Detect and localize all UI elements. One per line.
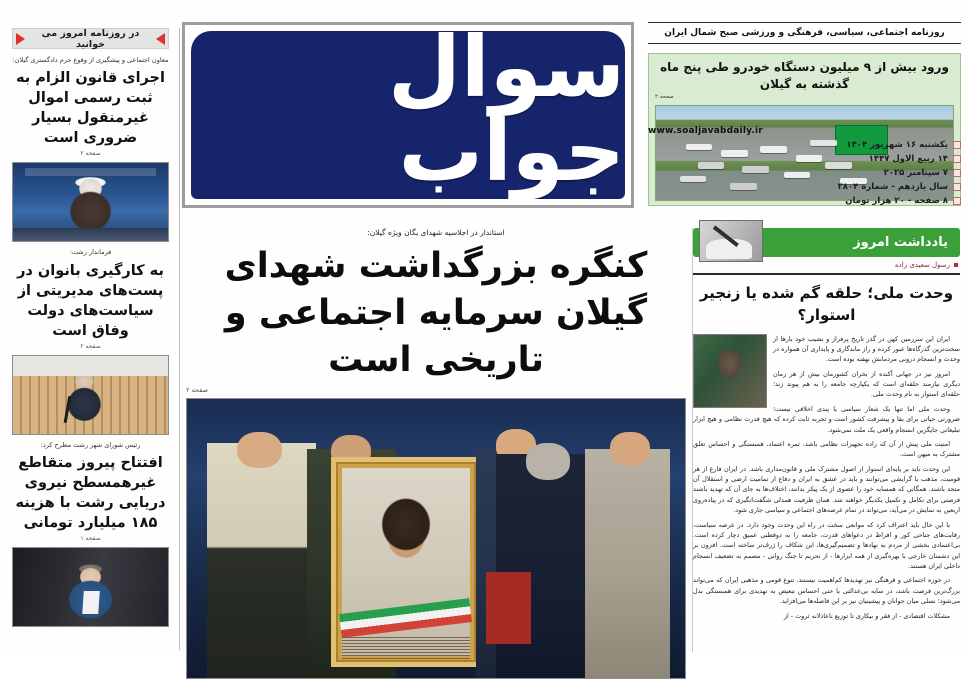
sidebar-story-2-kicker: فرماندار رشت: xyxy=(69,248,112,257)
microphone-icon xyxy=(63,396,71,423)
meta-pages-price: ۸ صفحه - ۲۰ هزار تومان xyxy=(845,196,948,206)
newspaper-logo-plate xyxy=(182,22,634,208)
photo-head-grey-jacket xyxy=(610,432,650,465)
red-folder-icon xyxy=(486,572,531,645)
sidebar-story-1[interactable] xyxy=(12,56,169,242)
today-note-author xyxy=(693,261,958,269)
today-note-column xyxy=(692,228,960,652)
photo-backdrop-banner xyxy=(25,168,155,176)
man-at-podium-photo xyxy=(12,355,169,435)
lead-story-kicker: استاندار در اجلاسیه شهدای یگان ویژه گیلان: xyxy=(367,228,505,237)
photo-person-officer xyxy=(207,443,317,677)
photo-head-elder xyxy=(526,443,571,479)
sidebar-story-2[interactable] xyxy=(12,248,169,434)
meta-row-pages-price xyxy=(648,196,961,206)
today-note-banner xyxy=(693,228,960,257)
photo-person-guard xyxy=(307,449,397,678)
note-paragraph-7: در حوزه اجتماعی و فرهنگی نیز تهدیدها کم‌اهمیت نیستند. تنوع قومی و مذهبی ایران که می‌تواند بزرگ‌ترین فرصت باشد، در سایه بی‌عدالتی یا حتی احساس تبعیض به تهدیدی برای همبستگی بدل می‌شود؛ نسلی میان جوانان و پیشینیان نیز بر این فاصله‌ها می‌افزاید. xyxy=(693,576,960,606)
photo-sky xyxy=(13,356,168,376)
photo-head-official xyxy=(496,429,536,462)
top-highlight-page: صفحه ۲ xyxy=(655,94,674,101)
sidebar-story-3[interactable] xyxy=(12,441,169,627)
cleric-at-desk-photo xyxy=(12,162,169,242)
sidebar-header xyxy=(12,28,169,49)
meta-date-hijri: ۱۴ ربیع الاول ۱۴۴۷ xyxy=(868,154,948,164)
divider xyxy=(693,273,960,275)
iran-flag-ribbon xyxy=(339,598,472,638)
today-note-author-name: رسول سعیدی زاده xyxy=(894,261,950,269)
man-in-blue-suit-photo xyxy=(12,547,169,627)
photo-person-grey-jacket xyxy=(585,449,670,678)
photo-desk xyxy=(13,228,168,241)
photo-head-officer xyxy=(237,432,282,468)
triangle-right-icon xyxy=(156,33,165,45)
triangle-left-icon xyxy=(16,33,25,45)
sidebar-story-1-page: صفحه ۲ xyxy=(80,150,101,158)
framed-martyr-portrait xyxy=(331,457,480,666)
meta-row-date-solar xyxy=(648,140,961,150)
masthead-meta xyxy=(648,126,961,206)
today-note-body xyxy=(693,334,960,625)
sidebar-story-2-page: صفحه ۲ xyxy=(80,342,101,350)
sidebar-story-2-title: به کارگیری بانوان در پست‌های مدیریتی از سیاست‌های دولت وفاق است xyxy=(17,262,164,339)
ceremony-martyr-portrait-photo xyxy=(186,398,686,679)
note-paragraph-4: امنیت ملی پیش از آن که زاده تجهیزات نظامی باشد، ثمره اعتماد، همبستگی و احساس تعلق مشترک به میهن است. xyxy=(693,439,960,459)
hand-writing-with-pen-photo xyxy=(699,220,763,262)
square-bullet-icon xyxy=(953,183,961,191)
meta-row-date-hijri xyxy=(648,154,961,164)
note-paragraph-8: مشکلات اقتصادی - از فقر و بیکاری تا توزیع ناعادلانه ثروت - از xyxy=(783,611,950,620)
square-bullet-icon xyxy=(953,141,961,149)
today-note-banner-label: یادداشت امروز xyxy=(853,235,948,250)
martyr-portrait-image xyxy=(342,468,469,655)
newspaper-wordmark: سوال جواب xyxy=(388,31,625,199)
website-url[interactable]: www.soaljavabdaily.ir xyxy=(648,126,763,136)
lead-story-page: صفحه ۲ xyxy=(186,385,209,394)
meta-date-gregorian: ۷ سپتامبر ۲۰۲۵ xyxy=(883,168,948,178)
meta-row-date-gregorian xyxy=(648,168,961,178)
masthead-strapline: روزنامه اجتماعی، سیاسی، فرهنگی و ورزشی صبح شمال ایران xyxy=(648,22,961,44)
note-paragraph-1: ایران این سرزمین کهن در گذر تاریخ پرفراز و نشیب خود بارها از سخت‌ترین گذرگاه‌ها عبور کرده و راز ماندگاری و پایداری آن همواره در وحدت و انسجام درونی مردمانش نهفته بوده است. xyxy=(773,334,960,364)
meta-date-solar: یکشنبه ۱۶ شهریور ۱۴۰۴ xyxy=(846,140,948,150)
today-note-title: وحدت ملی؛ حلقه گم شده یا زنجیر استوار؟ xyxy=(699,283,954,325)
newspaper-logo-inner xyxy=(191,31,625,199)
note-paragraph-6: با این حال باید اعتراف کرد که موانعی سخت در راه این وحدت وجود دارد. در عرصه سیاست، رقابت‌های جناحی کور و افراط در دعواهای قدرت، جامعه را به دوقطبی عمیق دچار کرده است. بی‌اعتمادی بخشی از مردم به نهادها و تصمیم‌گیری‌ها، این شکاف را ژرف‌تر ساخته است. افزون بر این دشمنان خارجی با بهره‌گیری از همه ابزارها - از تحریم تا جنگ روانی - مصمم به تضعیف انسجام داخلی ایران هستند. xyxy=(693,520,960,571)
sidebar-header-label: در روزنامه امروز می خوانید xyxy=(41,27,140,50)
sidebar-story-3-page: صفحه ۱ xyxy=(80,535,101,543)
masthead xyxy=(182,22,961,222)
square-bullet-icon xyxy=(953,155,961,163)
square-bullet-icon xyxy=(953,197,961,205)
note-paragraph-2: امروز نیز در جهانی آکنده از بحران کشورمان بیش از هر زمان دیگری نیازمند حلقه‌ای است که یکپارچه جامعه را به هم پیوند زند؛ حلقه‌ای استوار به نام وحدت ملی. xyxy=(773,369,960,399)
top-highlight-title: ورود بیش از ۹ میلیون دستگاه خودرو طی پنج ماه گذشته به گیلان xyxy=(660,60,949,92)
portrait-caption-text xyxy=(342,635,469,659)
square-bullet-icon xyxy=(953,169,961,177)
meta-row-issue xyxy=(648,182,961,192)
photo-person-elder xyxy=(496,454,596,677)
photo-head-guard xyxy=(331,435,371,468)
note-paragraph-5: این وحدت باید بر پایه‌ای استوار از اصول مشترک ملی و قانون‌مداری باشد. در ایران فارغ از هر قومیت، مذهب یا گرایشی می‌توانند و باید در عشق به ایران و دفاع از تمامیت ارضی و استقلال آن متحد باشند. همگانی که همسایه خود را عضوی از یک پیکر بدانند، اختلاف‌ها به جای آن که تهدید باشند فرصتی برای تکامل و تکمیل یکدیگر خواهند شد. همان ظرفیت همدلی شگفت‌انگیزی که در پیاده‌روی اربعین به نمایش در می‌آید، می‌تواند در تمام عرصه‌های اجتماعی و سیاسی جاری شود. xyxy=(693,464,960,515)
sidebar-story-3-kicker: رئیس شورای شهر رشت مطرح کرد: xyxy=(40,440,141,449)
photo-person-official xyxy=(476,449,556,678)
lead-story-headline: کنگره بزرگداشت شهدای گیلان سرمایه اجتماعی و تاریخی است xyxy=(224,246,648,380)
sidebar-story-1-kicker: معاون اجتماعی و پیشگیری از وقوع جرم دادگستری گیلان: xyxy=(12,56,169,64)
square-bullet-icon xyxy=(954,263,958,267)
note-paragraph-3: وحدت ملی اما تنها یک شعار سیاسی یا پندی اخلاقی نیست؛ ضرورتی حیاتی برای بقا و پیشرفت کشور است و تجربه ثابت کرده که هیچ قدرت نظامی و هیچ ابزار تبلیغاتی جایگزین انسجام واقعی یک ملت نمی‌شود. xyxy=(693,404,960,434)
lead-story[interactable] xyxy=(186,228,686,679)
sidebar-story-1-title: اجرای قانون الزام به ثبت رسمی اموال غیرمنقول بسیار ضروری است xyxy=(16,70,165,147)
photo-shirt xyxy=(82,591,99,614)
sidebar-today-in-paper xyxy=(8,28,180,650)
sidebar-story-3-title: افتتاح پیروز متقاطع غیرهمسطح نیروی دریایی رشت با هزینه ۱۸۵ میلیارد تومانی xyxy=(15,455,166,532)
author-portrait-photo xyxy=(693,334,767,408)
meta-issue-number: سال یازدهم - شماره ۲۸۰۴ xyxy=(837,182,948,192)
